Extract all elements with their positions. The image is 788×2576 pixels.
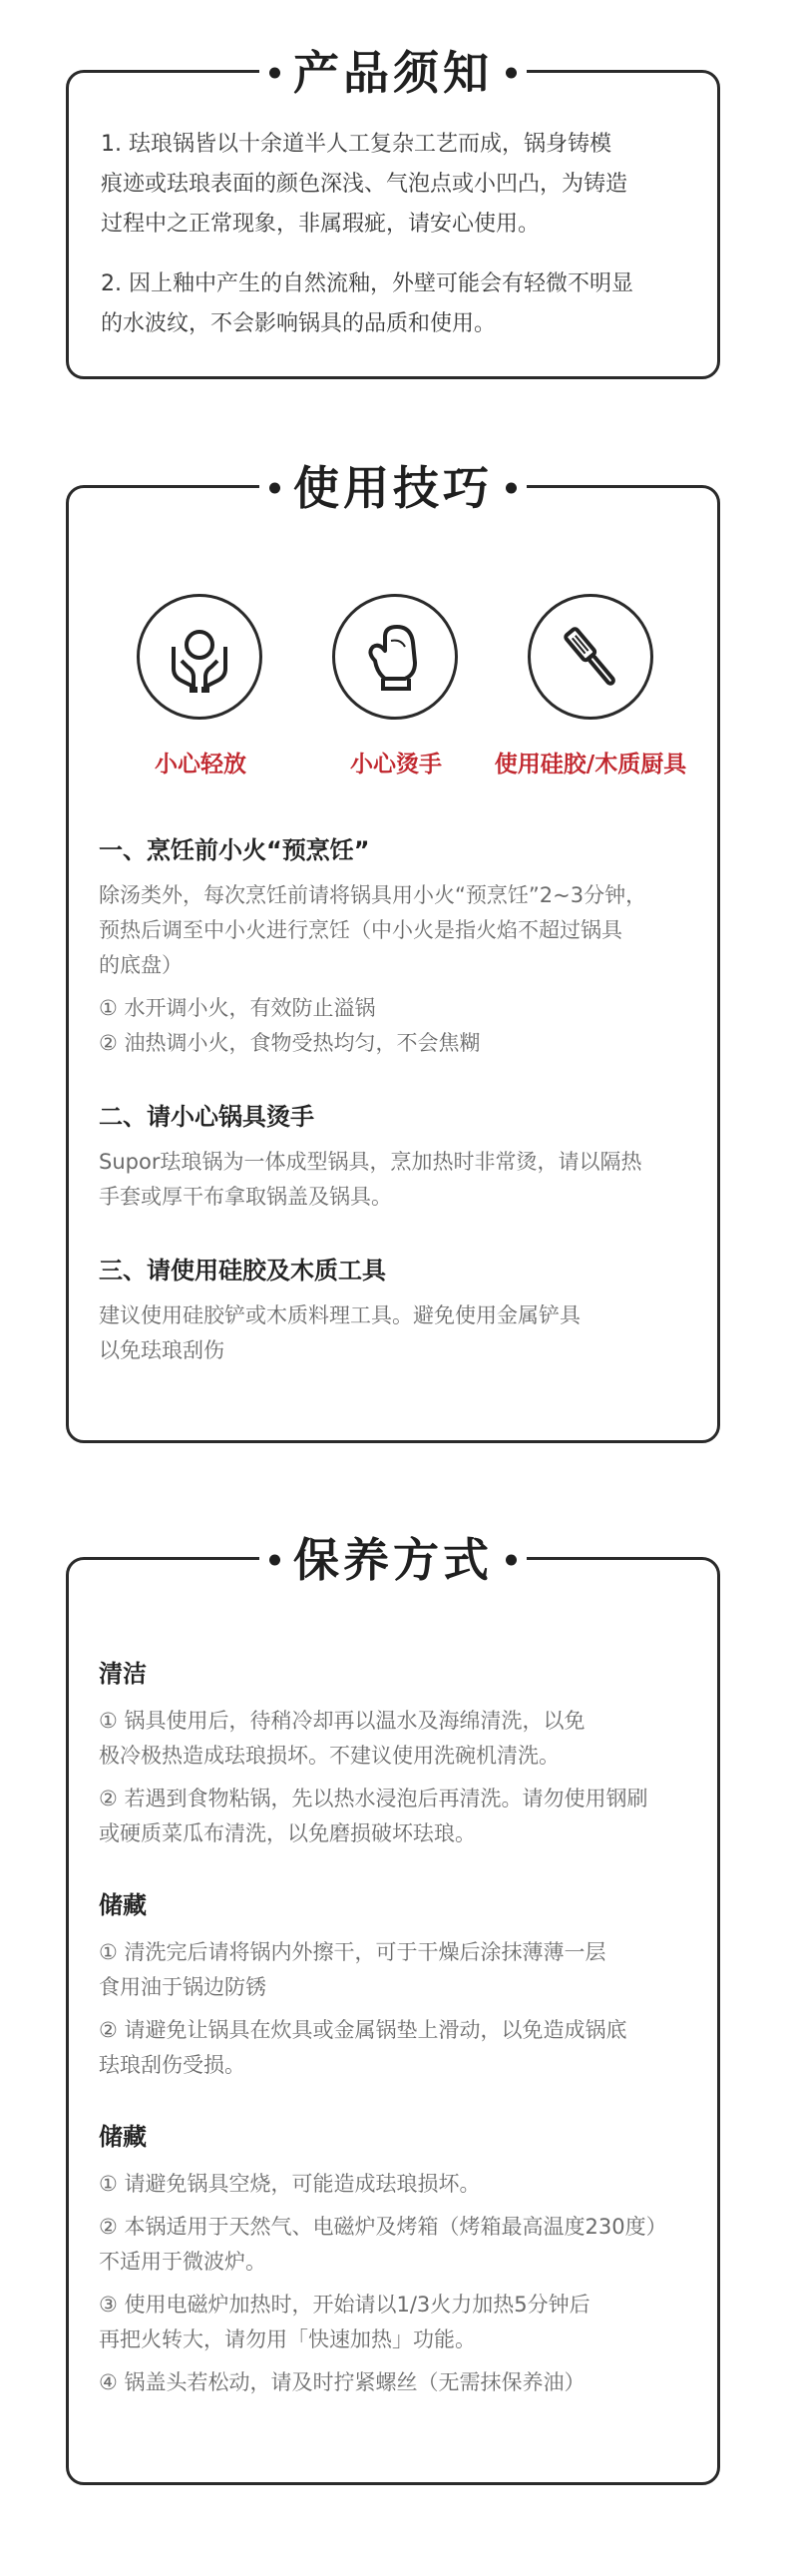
care-usage-2-line2: 不适用于微波炉。	[99, 2250, 266, 2274]
notice-card	[66, 46, 720, 379]
care-usage-3-line2: 再把火转大，请勿用「快速加热」功能。	[99, 2327, 476, 2351]
care-storage-2-line1: ② 请避免让锅具在炊具或金属锅垫上滑动，以免造成锅底	[99, 2018, 627, 2042]
tips-section2-heading: 二、请小心锅具烫手	[99, 1103, 314, 1131]
tips-title: 使用技巧	[259, 454, 527, 522]
care-storage-1-line1: ① 清洗完后请将锅内外擦干，可于干燥后涂抹薄薄一层	[99, 1940, 606, 1964]
notice-p1-line3: 过程中之正常现象，非属瑕疵，请安心使用。	[101, 212, 541, 237]
care-storage-heading: 储藏	[99, 1891, 147, 1919]
hands-holding-icon	[137, 594, 262, 720]
tips-section3-line1: 建议使用硅胶铲或木质料理工具。避免使用金属铲具	[99, 1303, 581, 1327]
notice-p2-line1: 2. 因上釉中产生的自然流釉，外壁可能会有轻微不明显	[101, 271, 633, 296]
care-cleaning-1-line1: ① 锅具使用后，待稍冷却再以温水及海绵清洗，以免	[99, 1709, 586, 1733]
care-cleaning-2-line2: 或硬质菜瓜布清洗，以免磨损破坏珐琅。	[99, 1821, 476, 1845]
care-cleaning-1-line2: 极冷极热造成珐琅损坏。不建议使用洗碗机清洗。	[99, 1744, 560, 1768]
tips-icon-label-2: 小心烫手	[350, 752, 442, 777]
care-storage-2-line2: 珐琅刮伤受损。	[99, 2053, 245, 2077]
care-usage-heading: 储藏	[99, 2123, 147, 2151]
tips-section1-heading: 一、烹饪前小火“预烹饪”	[99, 836, 370, 864]
care-usage-3-line1: ③ 使用电磁炉加热时，开始请以1/3火力加热5分钟后	[99, 2293, 591, 2317]
care-storage-1-line2: 食用油于锅边防锈	[99, 1975, 266, 1999]
oven-mitt-icon	[332, 594, 458, 720]
notice-p1-line1: 1. 珐琅锅皆以十余道半人工复杂工艺而成，锅身铸模	[101, 132, 611, 157]
tips-icon-label-1: 小心轻放	[155, 752, 246, 777]
tips-section1-bullet1: ① 水开调小火，有效防止溢锅	[99, 996, 376, 1020]
tips-section1-line2: 预热后调至中小火进行烹饪（中小火是指火焰不超过锅具	[99, 918, 622, 942]
notice-p1-line2: 痕迹或珐琅表面的颜色深浅、气泡点或小凹凸，为铸造	[101, 172, 628, 197]
tips-icon-label-3: 使用硅胶/木质厨具	[494, 752, 687, 777]
tips-section2-line1: Supor珐琅锅为一体成型锅具，烹加热时非常烫，请以隔热	[99, 1150, 642, 1174]
care-card	[66, 1533, 720, 2485]
tips-section1-line1: 除汤类外，每次烹饪前请将锅具用小火“预烹饪”2~3分钟，	[99, 883, 647, 907]
tips-section2-line2: 手套或厚干布拿取锅盖及锅具。	[99, 1185, 392, 1209]
care-cleaning-heading: 清洁	[99, 1660, 147, 1688]
care-usage-4-line1: ④ 锅盖头若松动，请及时拧紧螺丝（无需抹保养油）	[99, 2370, 586, 2394]
tips-card	[66, 461, 720, 1443]
tips-section3-heading: 三、请使用硅胶及木质工具	[99, 1257, 386, 1285]
spatula-icon	[528, 594, 653, 720]
care-usage-2-line1: ② 本锅适用于天然气、电磁炉及烤箱（烤箱最高温度230度）	[99, 2215, 667, 2239]
tips-section1-bullet2: ② 油热调小火，食物受热均匀，不会焦糊	[99, 1031, 481, 1055]
care-usage-1-line1: ① 请避免锅具空烧，可能造成珐琅损坏。	[99, 2172, 481, 2196]
notice-p2-line2: 的水波纹，不会影响锅具的品质和使用。	[101, 311, 497, 336]
care-title: 保养方式	[259, 1526, 527, 1594]
notice-title: 产品须知	[259, 39, 527, 107]
care-cleaning-2-line1: ② 若遇到食物粘锅，先以热水浸泡后再清洗。请勿使用钢刷	[99, 1787, 648, 1810]
tips-section3-line2: 以免珐琅刮伤	[99, 1338, 224, 1362]
tips-section1-line3: 的底盘）	[99, 953, 183, 977]
